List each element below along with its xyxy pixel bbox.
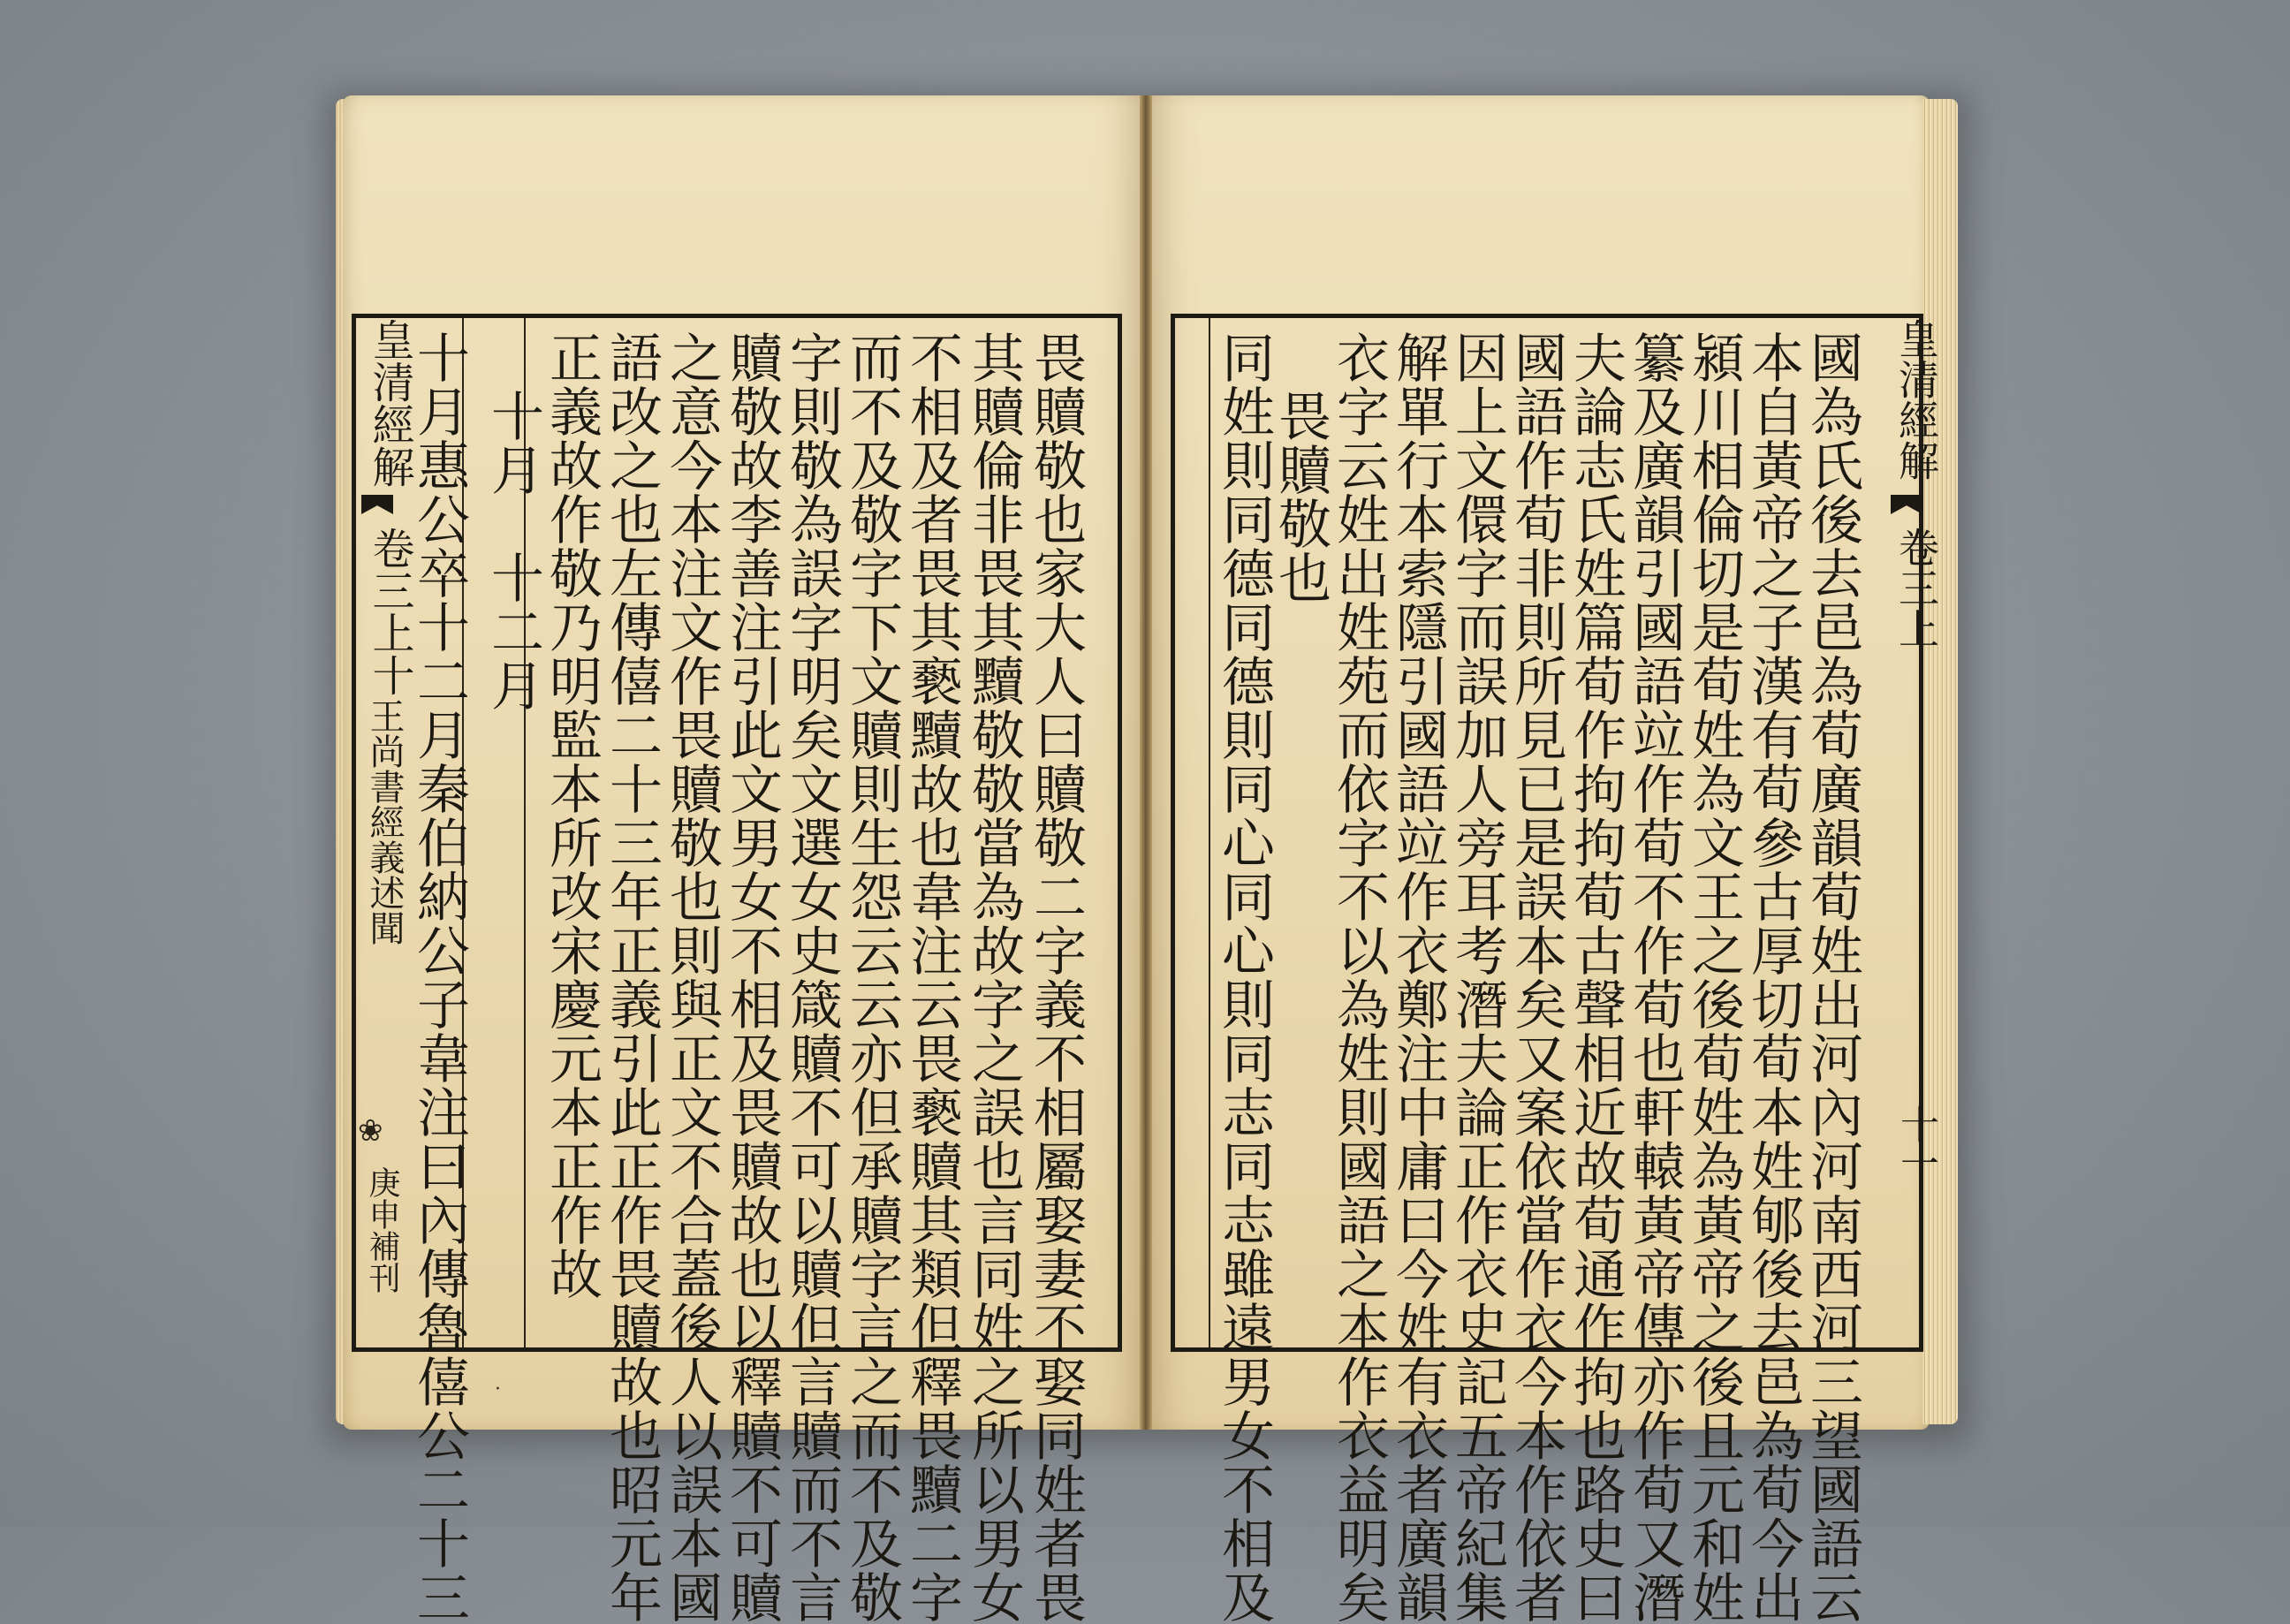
- right-column-5: 夫論志氏姓篇荀作拘拘荀古聲相近故荀通作拘也路史曰: [1565, 330, 1627, 1624]
- right-column-2: 本自黃帝之子漢有荀參古厚切荀本姓郇後去邑為荀今出: [1742, 330, 1804, 1624]
- left-column-4: 而不及敬字下文贖則生怨云云亦但承贖字言之而不及敬: [841, 330, 903, 1624]
- left-column-5: 字則敬為誤字明矣文選女史箴贖不可以贖但言贖而不言: [781, 330, 843, 1624]
- right-margin-page-number: 十一: [1893, 1104, 1938, 1182]
- book-gutter: [1140, 95, 1152, 1430]
- right-margin-juan: 卷三上: [1892, 527, 1940, 649]
- right-page-edges: [1922, 99, 1958, 1424]
- left-margin-author: 王尚書經義述聞: [364, 698, 405, 945]
- right-column-7: 因上文儇字而誤加人旁耳考潛夫論正作衣史記五帝紀集: [1446, 330, 1508, 1624]
- ornament-icon: ❀: [358, 1113, 383, 1149]
- left-margin-footer: 庚申補刊: [364, 1166, 400, 1294]
- right-column-4: 纂及廣韻引國語竝作荀不作荀也軒轅黃帝傳亦作荀又潛: [1624, 330, 1686, 1624]
- right-margin-book-title: 皇清經解: [1892, 318, 1940, 481]
- left-margin-book-title: 皇清經解: [365, 318, 414, 488]
- left-column-1: 畏贖敬也家大人曰贖敬二字義不相屬娶妻不娶同姓者畏: [1025, 330, 1087, 1624]
- right-column-3: 潁川相倫切是荀姓為文王之後荀姓為黃帝之後且元和姓: [1683, 330, 1745, 1624]
- left-column-8: 語改之也左傳僖二十三年正義引此正作畏贖故也昭元年: [601, 330, 663, 1624]
- right-column-8: 解單行本索隱引國語竝作衣鄭注中庸曰今姓有衣者廣韻: [1387, 330, 1449, 1624]
- fish-tail-mark: [361, 495, 393, 514]
- left-column-3: 不相及者畏其褻黷故也韋注云畏褻贖其類但釋畏黷二字: [901, 330, 963, 1624]
- left-column-11: 十月惠公卒十二月秦伯納公子韋注曰內傳魯僖公二十三: [408, 330, 470, 1624]
- right-column-6: 國語作荀非則所見已是誤本矣又案依當作衣今本作依者: [1505, 330, 1567, 1624]
- right-column-10: 畏贖敬也: [1270, 389, 1331, 604]
- left-column-9: 正義故作敬乃明監本所改宋慶元本正作故: [541, 330, 603, 1301]
- left-margin-juan: 卷三上十: [365, 527, 414, 696]
- right-column-9: 衣字云姓出姓苑而依字不以為姓則國語之本作衣益明矣: [1328, 330, 1390, 1624]
- right-column-1: 國為氏後去邑為荀廣韻荀姓出河內河南西河三望國語云: [1801, 330, 1863, 1624]
- right-column-11: 同姓則同德同德則同心同心則同志同志雖遠男女不相及: [1213, 330, 1275, 1624]
- left-column-6: 贖敬故李善注引此文男女不相及畏贖故也以釋贖不可贖: [721, 330, 783, 1624]
- ink-speck: ·: [495, 1378, 501, 1400]
- left-column-2: 其贖倫非畏其黷敬敬當為故字之誤也言同姓之所以男女: [963, 330, 1025, 1624]
- left-column-10: 十月 十二月: [482, 389, 544, 712]
- left-column-7: 之意今本注文作畏贖敬也則與正文不合蓋後人以誤本國: [661, 330, 723, 1624]
- right-inner-rule: [1209, 318, 1210, 1347]
- right-text-frame: [1171, 314, 1923, 1624]
- left-text-frame: [352, 314, 1122, 1624]
